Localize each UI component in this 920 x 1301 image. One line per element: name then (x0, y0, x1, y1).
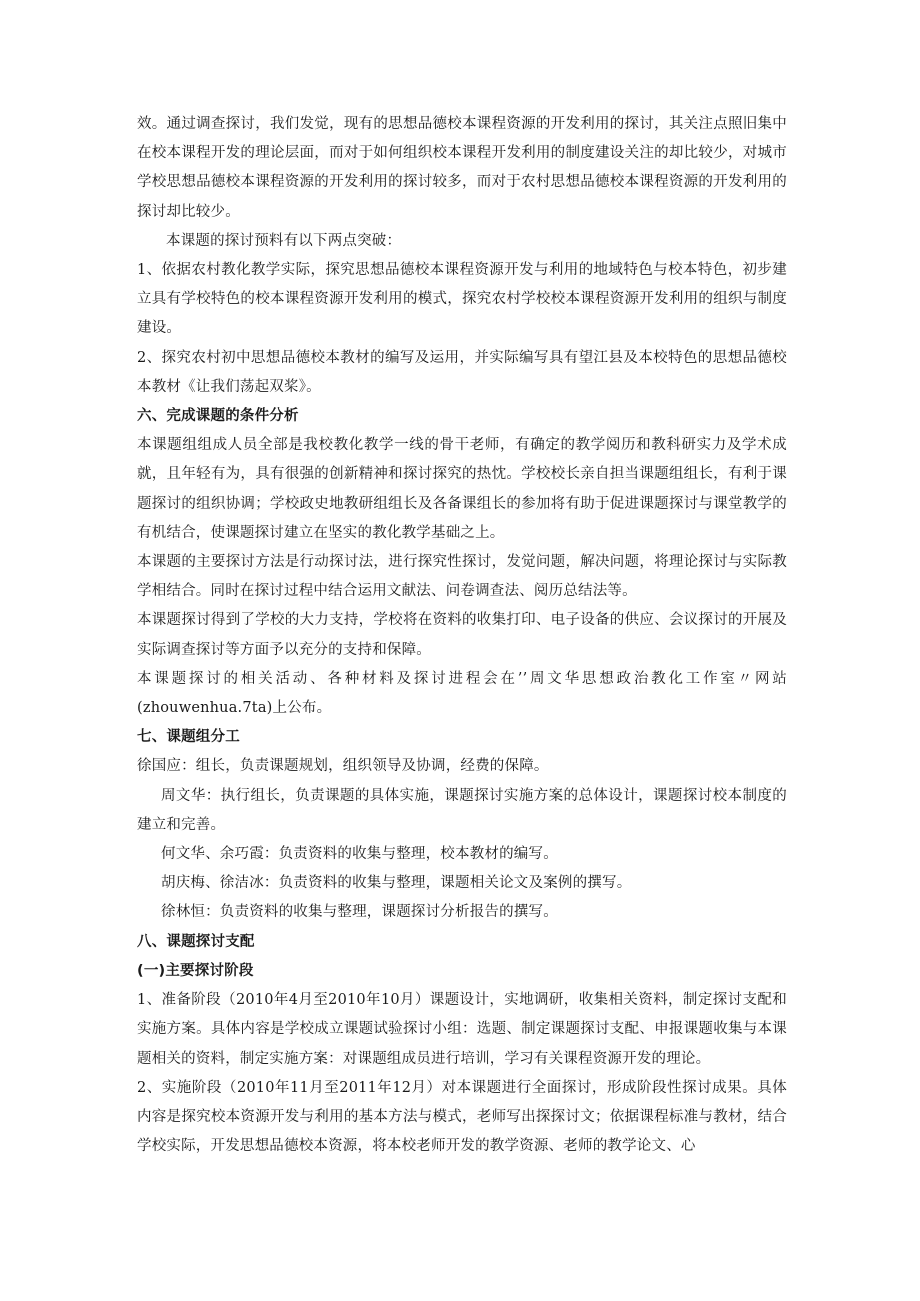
body-paragraph: 2、探究农村初中思想品德校本教材的编写及运用，并实际编写具有望江县及本校特色的思想品德校本教材《让我们荡起双桨》。 (137, 349, 787, 395)
body-paragraph: 2、实施阶段（2010年11月至2011年12月）对本课题进行全面探讨，形成阶段性探讨成果。具体内容是探究校本资源开发与利用的基本方法与模式，老师写出探探讨文；依据课程标准与教材，结合学校实际，开发思想品德校本资源，将本校老师开发的教学资源、老师的教学论文、心 (137, 1079, 787, 1155)
section-heading: 八、课题探讨支配 (137, 933, 255, 950)
body-paragraph: 本课题探讨得到了学校的大力支持，学校将在资料的收集打印、电子设备的供应、会议探讨的开展及实际调查探讨等方面予以充分的支持和保障。 (137, 612, 787, 658)
body-paragraph: 本课题组组成人员全部是我校教化教学一线的骨干老师，有确定的教学阅历和教科研实力及学术成就，且年轻有为，具有很强的创新精神和探讨探究的热忱。学校校长亲自担当课题组组长，有利于课题探讨的组织协调；学校政史地教研组组长及各备课组长的参加将有助于促进课题探讨与课堂教学的有机结合，使课题探讨建立在坚实的教化教学基础之上。 (137, 437, 787, 541)
body-paragraph: 何文华、余巧霞：负责资料的收集与整理，校本教材的编写。 (161, 846, 558, 863)
body-paragraph: 本课题的探讨预料有以下两点突破： (166, 232, 402, 249)
body-paragraph: 胡庆梅、徐洁冰：负责资料的收集与整理，课题相关论文及案例的撰写。 (161, 875, 632, 892)
section-heading: (一)主要探讨阶段 (137, 962, 254, 979)
section-heading: 七、课题组分工 (137, 729, 240, 746)
section-heading: 六、完成课题的条件分析 (137, 408, 299, 425)
body-paragraph: 1、准备阶段（2010年4月至2010年10月）课题设计，实地调研，收集相关资料，制定探讨支配和实施方案。具体内容是学校成立课题试验探讨小组：选题、制定课题探讨支配、申报课题收集与本课题相关的资料，制定实施方案：对课题组成员进行培训，学习有关课程资源开发的理论。 (137, 992, 787, 1067)
body-paragraph: 1、依据农村教化教学实际，探究思想品德校本课程资源开发与利用的地域特色与校本特色，初步建立具有学校特色的校本课程资源开发利用的模式，探究农村学校校本课程资源开发利用的组织与制度建设。 (137, 262, 787, 337)
body-paragraph: 本课题的主要探讨方法是行动探讨法，进行探究性探讨，发觉问题，解决问题，将理论探讨与实际教学相结合。同时在探讨过程中结合运用文献法、问卷调查法、阅历总结法等。 (137, 554, 787, 600)
body-paragraph: 效。通过调查探讨，我们发觉，现有的思想品德校本课程资源的开发利用的探讨，其关注点照旧集中在校本课程开发的理论层面，而对于如何组织校本课程开发利用的制度建设关注的却比较少，对城市学校思想品德校本课程资源的开发利用的探讨较多，而对于农村思想品德校本课程资源的开发利用的探讨却比较少。 (137, 116, 787, 220)
body-paragraph: 徐林恒：负责资料的收集与整理，课题探讨分析报告的撰写。 (161, 904, 558, 921)
body-paragraph: 徐国应：组长，负责课题规划，组织领导及协调，经费的保障。 (137, 758, 549, 775)
document-page (137, 110, 787, 1161)
body-paragraph: 本课题探讨的相关活动、各种材料及探讨进程会在’’周文华思想政治教化工作室〃网站(zhouwenhua.7ta)上公布。 (137, 670, 787, 717)
body-paragraph: 周文华：执行组长，负责课题的具体实施，课题探讨实施方案的总体设计，课题探讨校本制度的建立和完善。 (137, 787, 787, 833)
